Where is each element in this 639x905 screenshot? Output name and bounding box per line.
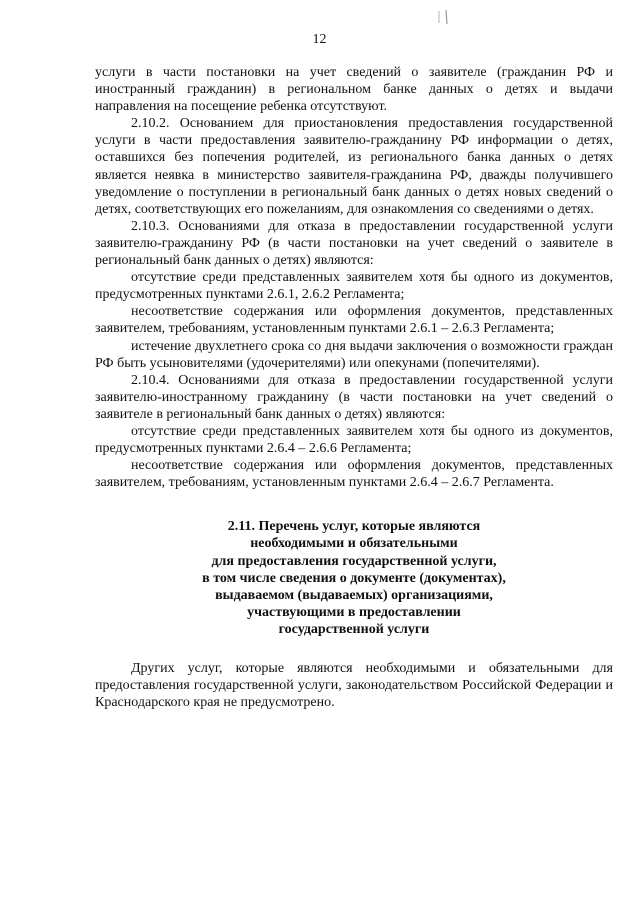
section-title-2-11: [95, 518, 613, 638]
list-item-non-compliance-foreign: несоответствие содержания или оформления документов, представленных заявителем, требованиям, установленным пунктами 2.6.4 – 2.6.7 Регламента.: [95, 458, 613, 491]
list-item-missing-documents-foreign: отсутствие среди представленных заявителем хотя бы одного из документов, предусмотренных пунктами 2.6.4 – 2.6.6 Регламента;: [95, 423, 613, 457]
section-title-line: 2.11. Перечень услуг, которые являются: [227, 519, 481, 535]
section-title-line: участвующими в предоставлении: [247, 604, 461, 620]
paragraph-2-10-4: 2.10.4. Основаниями для отказа в предоставлении государственной услуги заявителю-иностранному гражданину (в части постановки на учет сведений о заявителе в региональный банк данных о детях) являются:: [95, 372, 613, 422]
scan-mark-decoration: [433, 8, 457, 26]
section-title-line: в том числе сведения о документе (документах),: [202, 570, 506, 586]
list-item-missing-documents: отсутствие среди представленных заявителем хотя бы одного из документов, предусмотренных пунктами 2.6.1, 2.6.2 Регламента;: [95, 270, 613, 303]
list-item-non-compliance: несоответствие содержания или оформления документов, представленных заявителем, требованиям, установленным пунктами 2.6.1 – 2.6.3 Регламента;: [95, 304, 613, 337]
paragraph-2-10-2: 2.10.2. Основанием для приостановления предоставления государственной услуги в части предоставления заявителю-гражданину РФ информации о детях, оставшихся без попечения родителей, из регионального банка данных о детях является неявка в министерство заявителя-гражданина РФ, дважды получившего уведомление о поступлении в региональный банк данных о детях новых сведений о детях, соответствующих его пожеланиям, для ознакомления со сведениями о детях.: [95, 116, 613, 217]
document-body: [95, 64, 613, 711]
section-title-line: государственной услуги: [278, 621, 430, 637]
list-item-expiry: истечение двухлетнего срока со дня выдачи заключения о возможности граждан РФ быть усыновителями (удочерителями) или опекунами (попечителями).: [95, 338, 613, 371]
paragraph-2-10-3: 2.10.3. Основаниями для отказа в предоставлении государственной услуги заявителю-гражданину РФ (в части постановки на учет сведений о заявителе в региональный банк данных о детях) являются:: [95, 218, 613, 269]
section-title-line: необходимыми и обязательными: [250, 536, 458, 552]
page-number: 12: [312, 32, 327, 47]
section-body-2-11: Других услуг, которые являются необходимыми и обязательными для предоставления государственной услуги, законодательством Российской Федерации и Краснодарского края не предусмотрено.: [95, 661, 613, 711]
section-title-line: выдаваемом (выдаваемых) организациями,: [215, 587, 493, 603]
paragraph-continuation: услуги в части постановки на учет сведений о заявителе (гражданин РФ и иностранный гражданин) в региональном банке данных о детях и выдачи направления на посещение ребенка отсутствуют.: [95, 65, 613, 115]
section-title-line: для предоставления государственной услуги,: [211, 553, 497, 569]
